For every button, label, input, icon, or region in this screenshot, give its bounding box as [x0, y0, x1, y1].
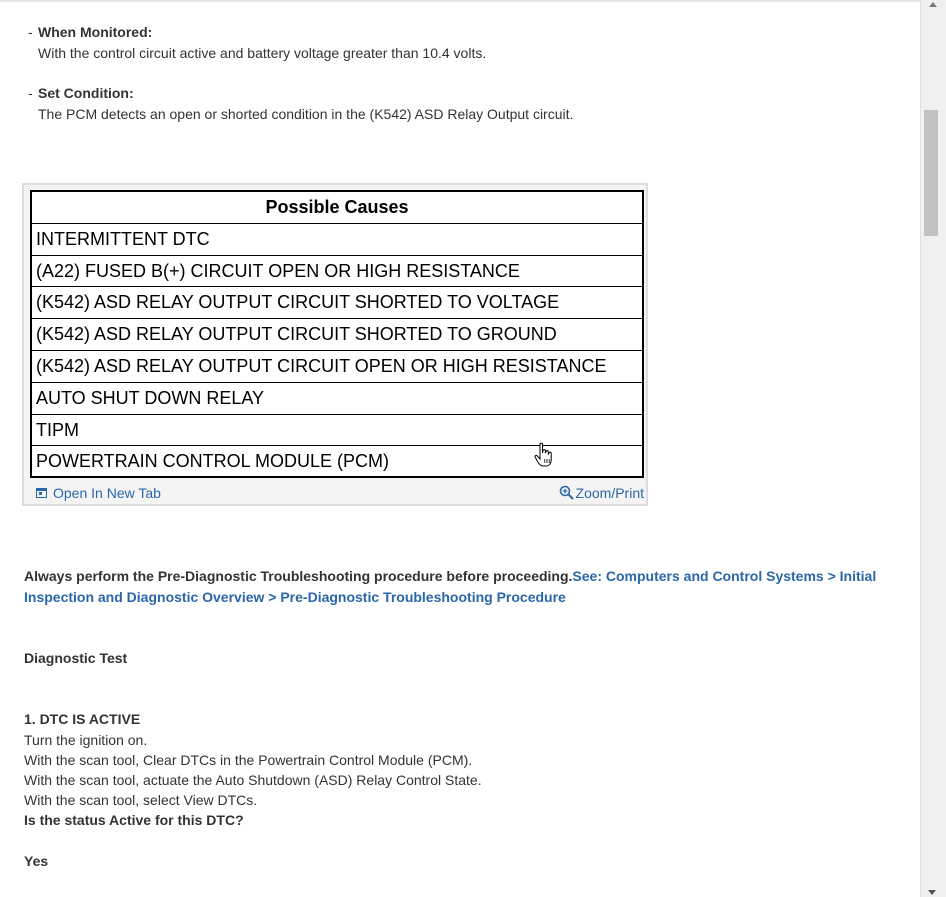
cause-row: POWERTRAIN CONTROL MODULE (PCM) [36, 451, 390, 472]
step-line: With the scan tool, actuate the Auto Shutdown (ASD) Relay Control State. [24, 772, 482, 788]
set-condition-heading: Set Condition: [38, 85, 134, 101]
when-monitored-text: With the control circuit active and battery voltage greater than 10.4 volts. [38, 45, 487, 61]
cause-row: AUTO SHUT DOWN RELAY [32, 383, 642, 415]
possible-causes-table [30, 190, 644, 478]
scroll-down-arrow-icon[interactable] [928, 890, 936, 895]
scrollbar-thumb[interactable] [924, 110, 938, 236]
cause-row: (K542) ASD RELAY OUTPUT CIRCUIT SHORTED TO VOLTAGE [32, 287, 642, 319]
zoom-in-icon [559, 485, 574, 500]
new-tab-icon [36, 488, 47, 498]
step-line: Turn the ignition on. [24, 732, 148, 748]
vertical-scrollbar[interactable] [920, 0, 946, 897]
step-line: With the scan tool, select View DTCs. [24, 792, 258, 808]
set-condition-text: The PCM detects an open or shorted condition in the (K542) ASD Relay Output circuit. [38, 106, 574, 122]
hand-cursor-icon [534, 442, 554, 468]
pre-diagnostic-link[interactable]: See: Computers and Control Systems > Initial Inspection and Diagnostic Overview > Pre-Diagnostic Troubleshooting Procedure [24, 568, 877, 605]
open-in-new-tab-label: Open In New Tab [53, 485, 161, 501]
diagnostic-test-heading: Diagnostic Test [24, 650, 128, 666]
cause-row: (K542) ASD RELAY OUTPUT CIRCUIT OPEN OR HIGH RESISTANCE [32, 351, 642, 383]
scroll-up-arrow-icon[interactable] [929, 2, 937, 7]
step-question: Is the status Active for this DTC? [24, 812, 244, 828]
possible-causes-header: Possible Causes [32, 192, 642, 224]
pre-diagnostic-text: Always perform the Pre-Diagnostic Troubleshooting procedure before proceeding. [24, 568, 573, 584]
step-line: With the scan tool, Clear DTCs in the Powertrain Control Module (PCM). [24, 752, 473, 768]
top-shadow [0, 0, 920, 3]
cause-row: TIPM [32, 415, 642, 447]
open-in-new-tab-link[interactable] [36, 485, 161, 501]
possible-causes-figure [22, 183, 648, 506]
step-title: 1. DTC IS ACTIVE [24, 711, 141, 727]
figure-links [24, 481, 646, 505]
when-monitored-heading: When Monitored: [38, 24, 153, 40]
cause-row: INTERMITTENT DTC [32, 224, 642, 256]
cause-row: (K542) ASD RELAY OUTPUT CIRCUIT SHORTED TO GROUND [32, 319, 642, 351]
step-answer: Yes [24, 853, 49, 869]
cause-row: (A22) FUSED B(+) CIRCUIT OPEN OR HIGH RESISTANCE [32, 256, 642, 288]
zoom-print-label: Zoom/Print [575, 485, 644, 501]
pre-diagnostic-note [24, 566, 904, 608]
bullet-dash: - [28, 24, 33, 40]
bullet-dash: - [28, 85, 33, 101]
zoom-print-link[interactable] [559, 485, 644, 501]
